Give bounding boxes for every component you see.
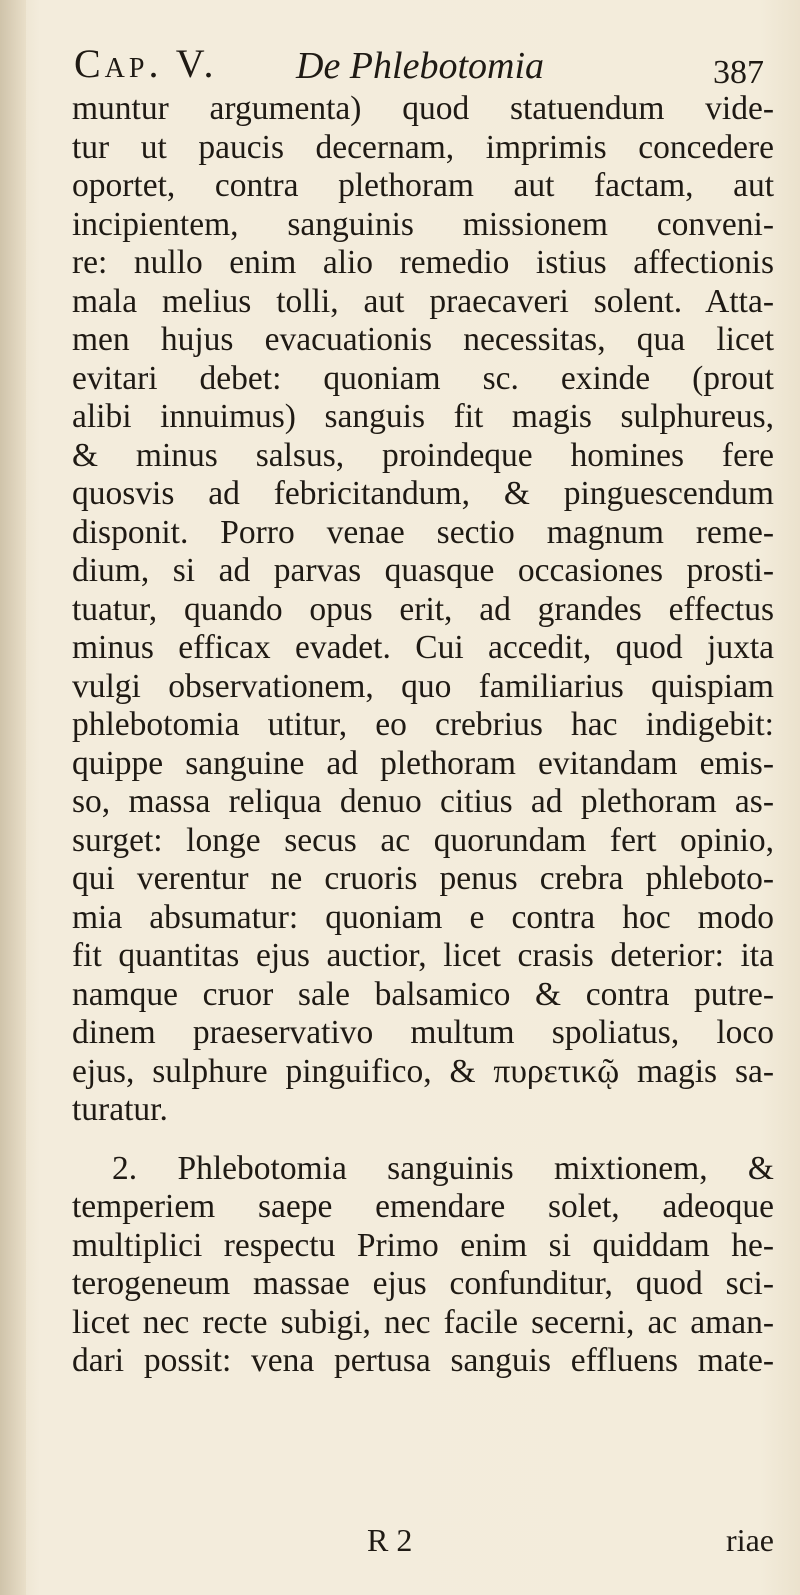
text-line: phlebotomia utitur, eo crebrius hac indigebit:	[72, 706, 774, 743]
text-line: men hujus evacuationis necessitas, qua licet	[72, 321, 774, 358]
catchword: riae	[726, 1522, 774, 1558]
text-line: mala melius tolli, aut praecaveri solent. Atta-	[72, 282, 774, 320]
text-line: 2. Phlebotomia sanguinis mixtionem, &	[112, 1149, 774, 1187]
text-line: quippe sanguine ad plethoram evitandam emis-	[72, 744, 774, 782]
text-line: turatur.	[72, 1091, 168, 1128]
chapter-label: Cap. V.	[74, 41, 218, 86]
text-line: terogeneum massae ejus confunditur, quod sci-	[72, 1265, 774, 1302]
paragraph-2	[72, 1150, 774, 1381]
text-line: & minus salsus, proindeque homines fere	[72, 436, 774, 474]
text-line: re: nullo enim alio remedio istius affectionis	[72, 244, 774, 281]
text-line: multiplici respectu Primo enim si quiddam he-	[72, 1226, 774, 1264]
text-line: dium, si ad parvas quasque occasiones prosti-	[72, 552, 774, 589]
text-line: vulgi observationem, quo familiarius quispiam	[72, 667, 774, 705]
text-line: dinem praeservativo multum spoliatus, loco	[72, 1014, 774, 1051]
text-line: muntur argumenta) quod statuendum vide-	[72, 90, 774, 127]
running-title: De Phlebotomia	[296, 45, 545, 87]
text-line: surget: longe secus ac quorundam fert opinio,	[72, 821, 774, 859]
text-line: ejus, sulphure pinguifico, & πυρετικῷ magis sa-	[72, 1052, 774, 1090]
text-line: dari possit: vena pertusa sanguis effluens mate-	[72, 1342, 774, 1379]
text-line: evitari debet: quoniam sc. exinde (prout	[72, 359, 774, 397]
text-line: mia absumatur: quoniam e contra hoc modo	[72, 898, 774, 936]
text-line: tuatur, quando opus erit, ad grandes effectus	[72, 590, 774, 628]
text-line: tur ut paucis decernam, imprimis concedere	[72, 128, 774, 166]
text-line: qui verentur ne cruoris penus crebra phleboto-	[72, 860, 774, 897]
text-line: alibi innuimus) sanguis fit magis sulphureus,	[72, 398, 774, 435]
paragraph-gap	[72, 1130, 774, 1150]
page-footer	[72, 1522, 774, 1562]
text-line: minus efficax evadet. Cui accedit, quod juxta	[72, 629, 774, 666]
running-header	[74, 40, 764, 96]
body-text	[72, 90, 774, 1381]
text-line: fit quantitas ejus auctior, licet crasis deterior: ita	[72, 937, 774, 974]
page-number: 387	[713, 54, 764, 91]
text-line: so, massa reliqua denuo citius ad plethoram as-	[72, 783, 774, 820]
text-line: licet nec recte subigi, nec facile secerni, ac aman-	[72, 1303, 774, 1341]
paragraph-1	[72, 90, 774, 1130]
text-line: quosvis ad febricitandum, & pinguescendum	[72, 475, 774, 512]
text-line: oportet, contra plethoram aut factam, aut	[72, 167, 774, 204]
page-gutter	[0, 0, 26, 1595]
text-line: temperiem saepe emendare solet, adeoque	[72, 1188, 774, 1225]
text-line: incipientem, sanguinis missionem conveni-	[72, 205, 774, 243]
signature-mark: R 2	[367, 1522, 413, 1558]
text-line: disponit. Porro venae sectio magnum reme-	[72, 513, 774, 551]
text-line: namque cruor sale balsamico & contra putre-	[72, 975, 774, 1013]
